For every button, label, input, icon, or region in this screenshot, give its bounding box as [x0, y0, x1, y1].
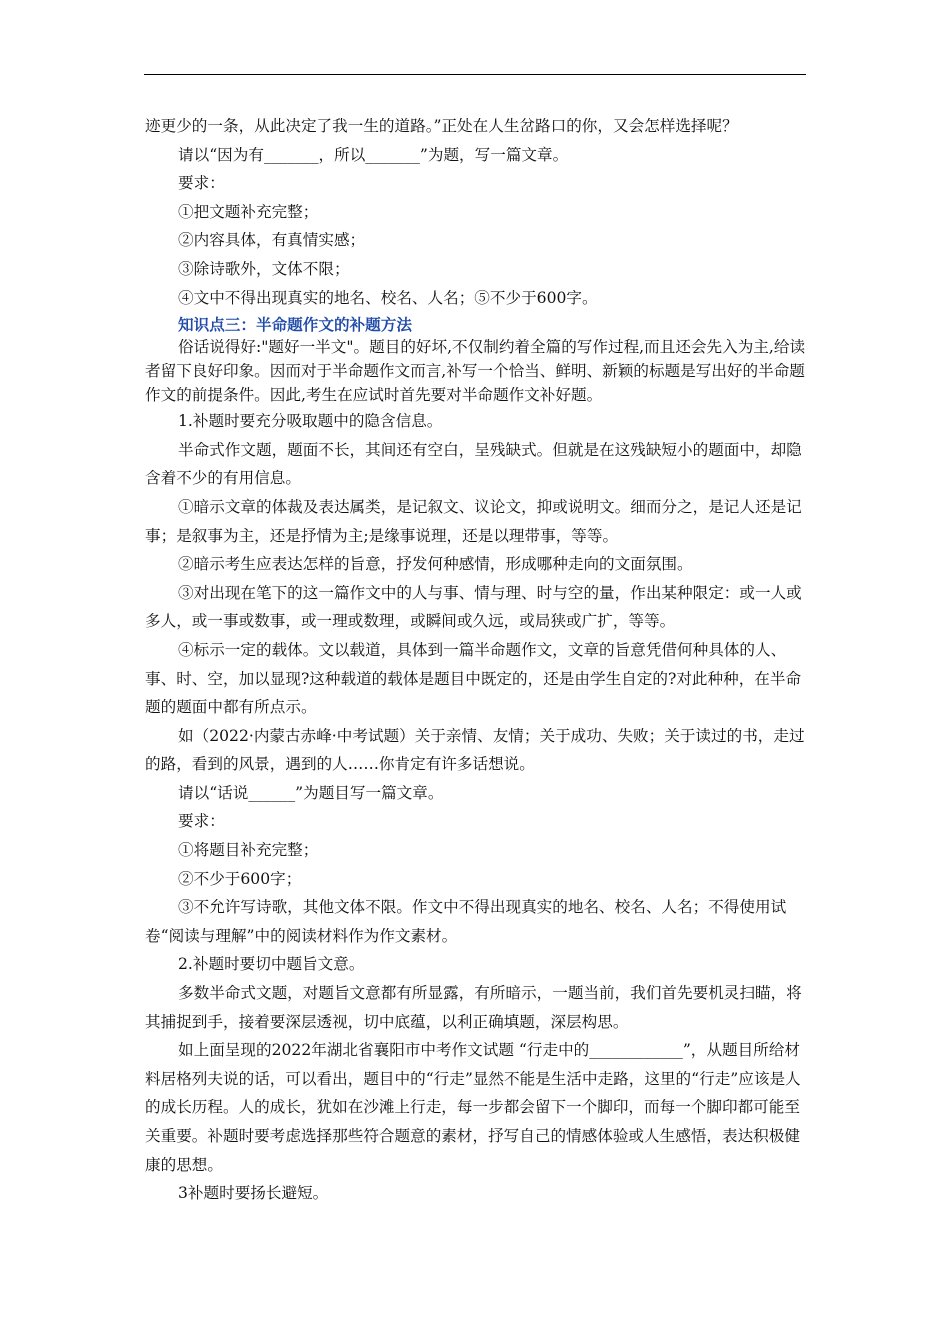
paragraph: ④文中不得出现真实的地名、校名、人名；⑤不少于600字。	[178, 288, 598, 307]
paragraph: ①把文题补充完整；	[178, 202, 319, 221]
paragraph: 请以“话说______”为题目写一篇文章。	[178, 783, 444, 802]
paragraph: 半命式作文题，题面不长，其间还有空白，呈残缺式。但就是在这残缺短小的题面中，却隐含着不少的有用信息。	[145, 440, 802, 488]
paragraph: ①暗示文章的体裁及表达属类，是记叙文、议论文，抑或说明文。细而分之，是记人还是记事；是叙事为主，还是抒情为主;是缘事说理，还是以理带事，等等。	[145, 497, 802, 545]
paragraph: 1.补题时要充分吸取题中的隐含信息。	[178, 412, 443, 431]
paragraph: ③对出现在笔下的这一篇作文中的人与事、情与理、时与空的量，作出某种限定：或一人或多人，或一事或数事，或一理或数理，或瞬间或久远，或局狭或广扩，等等。	[145, 583, 802, 631]
paragraph: 迹更少的一条，从此决定了我一生的道路。”正处在人生岔路口的你，又会怎样选择呢？	[145, 117, 738, 135]
paragraph: 多数半命式文题，对题旨文意都有所显露，有所暗示，一题当前，我们首先要机灵扫瞄，将其捕捉到手，接着要深层透视，切中底蕴，以利正确填题，深层构思。	[145, 984, 802, 1031]
section-heading: 知识点三：半命题作文的补题方法	[178, 315, 412, 335]
paragraph: 2.补题时要切中题旨文意。	[178, 955, 365, 974]
paragraph: ②内容具体，有真情实感；	[178, 231, 366, 250]
paragraph: ③不允许写诗歌，其他文体不限。作文中不得出现真实的地名、校名、人名；不得使用试卷“阅读与理解”中的阅读材料作为作文素材。	[145, 898, 787, 945]
paragraph: 要求：	[178, 812, 225, 831]
paragraph: ③除诗歌外，文体不限；	[178, 259, 350, 278]
paragraph: ②暗示考生应表达怎样的旨意，抒发何种感情，形成哪种走向的文面氛围。	[178, 555, 693, 574]
paragraph: 如（2022·内蒙古赤峰·中考试题）关于亲情、友情；关于成功、失败；关于读过的书，走过的路，看到的风景，遇到的人……你肯定有许多话想说。	[145, 726, 805, 774]
paragraph: 如上面呈现的2022年湖北省襄阳市中考作文试题 “行走中的____________”，从题目所给材料居格列夫说的话，可以看出，题目中的“行走”显然不能是生活中走路，这里的“行走”应该是人的成长历程。人的成长，犹如在沙滩上行走，每一步都会留下一个脚印，而每一个脚印都可能至关重要。补题时要考虑选择那些符合题意的素材，抒写自己的情感体验或人生感悟，表达积极健康的思想。	[145, 1041, 801, 1174]
paragraph: 俗话说得好:"题好一半文"。题目的好坏,不仅制约着全篇的写作过程,而且还会先入为主,给读者留下良好印象。因而对于半命题作文而言,补写一个恰当、鲜明、新颖的标题是写出好的半命题作文的前提条件。因此,考生在应试时首先要对半命题作文补好题。	[145, 338, 806, 405]
document-body	[145, 112, 809, 1208]
paragraph: ④标示一定的载体。文以载道，具体到一篇半命题作文，文章的旨意凭借何种具体的人、事、时、空，加以显现?这种载道的载体是题目中既定的，还是由学生自定的?对此种种，在半命题的题面中都有所点示。	[145, 640, 802, 717]
paragraph: ②不少于600字；	[178, 869, 302, 888]
paragraph: 请以“因为有_______，所以_______”为题，写一篇文章。	[178, 145, 569, 164]
header-rule	[144, 74, 806, 75]
paragraph: ①将题目补充完整；	[178, 841, 319, 860]
paragraph: 要求：	[178, 174, 225, 193]
paragraph: 3补题时要扬长避短。	[178, 1184, 329, 1203]
